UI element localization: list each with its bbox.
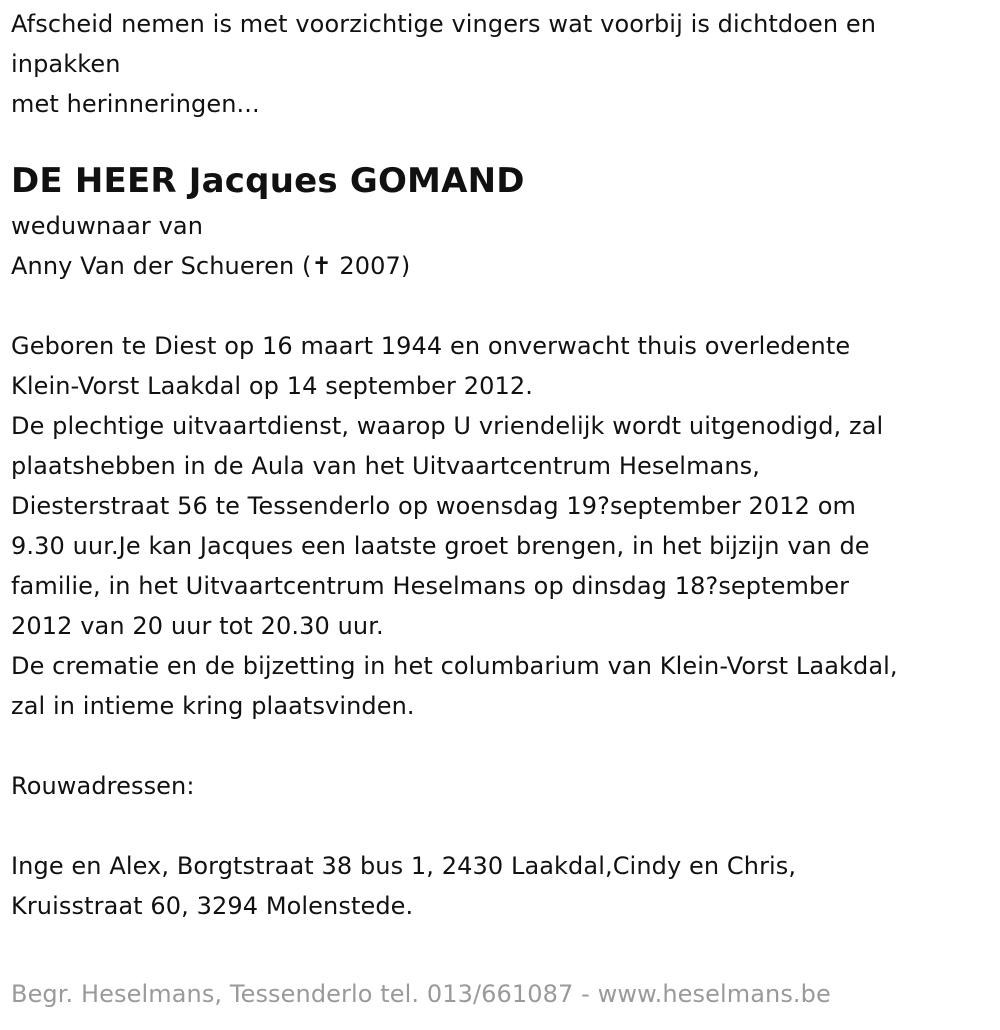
spacer: [11, 806, 996, 846]
body-line: Diesterstraat 56 te Tessenderlo op woensdag 19?september 2012 om: [11, 492, 856, 520]
address-line: Kruisstraat 60, 3294 Molenstede.: [11, 892, 414, 920]
body-line: familie, in het Uitvaartcentrum Heselmans op dinsdag 18?september: [11, 572, 850, 600]
deceased-name: DE HEER Jacques GOMAND: [11, 161, 525, 201]
body-line: plaatshebben in de Aula van het Uitvaartcentrum Heselmans,: [11, 452, 761, 480]
spouse-name: Anny Van der Schueren (✝ 2007): [11, 252, 411, 280]
funeral-home-footer: Begr. Heselmans, Tessenderlo tel. 013/661087 - www.heselmans.be: [11, 980, 831, 1008]
address-line: Inge en Alex, Borgtstraat 38 bus 1, 2430 Laakdal,Cindy en Chris,: [11, 852, 797, 880]
poem-line: Afscheid nemen is met voorzichtige vingers wat voorbij is dichtdoen en: [11, 10, 877, 38]
body-line: De crematie en de bijzetting in het columbarium van Klein-Vorst Laakdal,: [11, 652, 898, 680]
obituary-notice: [11, 4, 996, 926]
addresses-list: [11, 846, 996, 926]
spacer: [11, 286, 996, 326]
relation-text: weduwnaar van: [11, 212, 204, 240]
addresses-heading: Rouwadressen:: [11, 772, 195, 800]
announcement-body: [11, 326, 996, 726]
poem-line: met herinneringen...: [11, 90, 260, 118]
body-line: 2012 van 20 uur tot 20.30 uur.: [11, 612, 384, 640]
poem-line: inpakken: [11, 50, 121, 78]
spacer: [11, 726, 996, 766]
body-line: zal in intieme kring plaatsvinden.: [11, 692, 415, 720]
body-line: De plechtige uitvaartdienst, waarop U vriendelijk wordt uitgenodigd, zal: [11, 412, 884, 440]
body-line: Geboren te Diest op 16 maart 1944 en onverwacht thuis overledente: [11, 332, 851, 360]
body-line: Klein-Vorst Laakdal op 14 september 2012.: [11, 372, 533, 400]
poem: [11, 4, 996, 124]
body-line: 9.30 uur.Je kan Jacques een laatste groet brengen, in het bijzijn van de: [11, 532, 870, 560]
